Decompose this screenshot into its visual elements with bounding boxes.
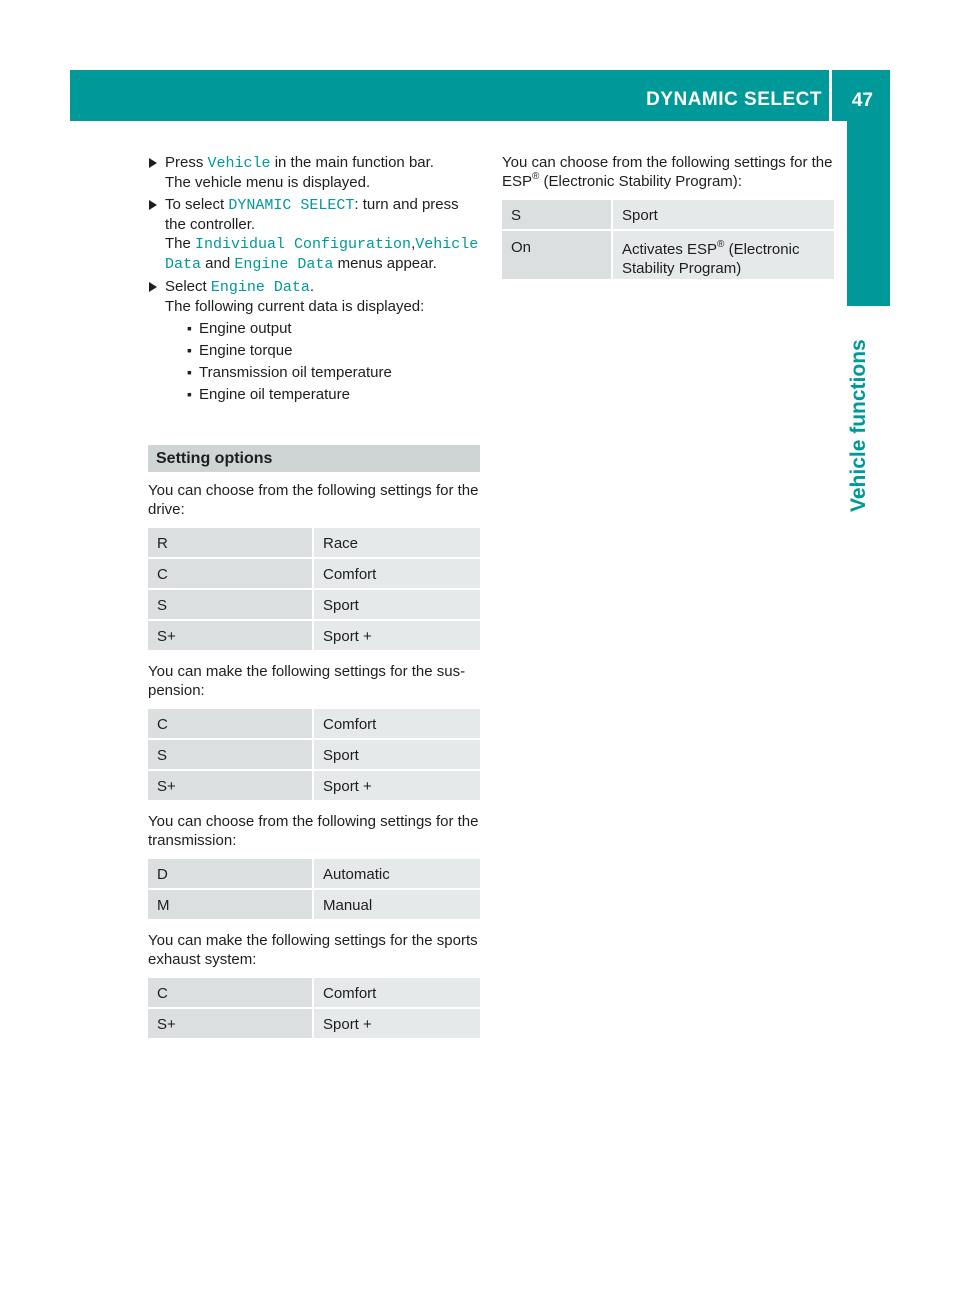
table-cell: Race: [314, 528, 480, 557]
list-item: ▪ Engine oil temperature: [187, 386, 350, 403]
table-row: [148, 621, 480, 650]
page-number: 47: [851, 90, 873, 111]
menu-item-vehicle: Vehicle: [207, 155, 271, 172]
table-cell: S+: [148, 1009, 312, 1038]
drive-intro: You can choose from the following settings for the drive:: [148, 482, 479, 518]
table-cell: Sport +: [314, 621, 480, 650]
table-row: [148, 1009, 480, 1038]
table-cell: On: [502, 231, 611, 279]
table-cell: Sport +: [314, 1009, 480, 1038]
step-arrow-icon: [149, 282, 157, 292]
esp-table: [502, 200, 834, 279]
exhaust-intro: You can make the following settings for the sports exhaust system:: [148, 932, 478, 968]
left-column: [148, 153, 480, 1040]
table-cell: C: [148, 709, 312, 738]
list-item: ▪ Engine torque: [187, 342, 293, 359]
table-row: [148, 771, 480, 800]
table-row: [148, 859, 480, 888]
suspension-intro: You can make the following settings for the sus-pension:: [148, 663, 466, 699]
table-row: [502, 231, 834, 279]
table-cell: Comfort: [314, 559, 480, 588]
table-row: [502, 200, 834, 229]
table-row: [148, 978, 480, 1007]
right-column: [502, 153, 834, 281]
table-cell: Sport: [314, 740, 480, 769]
table-cell: D: [148, 859, 312, 888]
list-item: ▪ Transmission oil temperature: [187, 364, 392, 381]
menu-item-vehicle-data: Vehicle Data: [165, 236, 479, 273]
table-cell: Manual: [314, 890, 480, 919]
menu-item-individual-configuration: Individual Configuration: [195, 236, 412, 253]
table-cell: Comfort: [314, 709, 480, 738]
step-result: The following current data is displayed:: [165, 298, 425, 315]
table-cell: C: [148, 978, 312, 1007]
instruction-step-3: Select Engine Data. The following current data is displayed: ▪ Engine output ▪ Engine torque ▪ Transmission oil temperature ▪ Engine oil temperature: [148, 277, 480, 404]
instruction-step-2: To select DYNAMIC SELECT: turn and press the controller. The Individual Configuration,Vehicle Data and Engine Data menus appear.: [148, 195, 480, 274]
table-row: [148, 890, 480, 919]
table-cell: S+: [148, 621, 312, 650]
esp-intro: You can choose from the following settings for the ESP® (Electronic Stability Program):: [502, 154, 833, 190]
menu-item-engine-data: Engine Data: [210, 279, 310, 296]
drive-table: [148, 528, 480, 650]
page-title: DYNAMIC SELECT: [646, 89, 822, 110]
transmission-intro: You can choose from the following settings for the transmission:: [148, 813, 479, 849]
table-cell: Comfort: [314, 978, 480, 1007]
table-row: [148, 740, 480, 769]
table-cell: S: [148, 590, 312, 619]
table-row: [148, 709, 480, 738]
step-result: The vehicle menu is displayed.: [165, 174, 371, 191]
table-cell: S: [502, 200, 611, 229]
table-row: [148, 528, 480, 557]
table-cell: Activates ESP® (Electronic Stability Program): [613, 231, 834, 279]
instruction-step-1: Press Vehicle in the main function bar. The vehicle menu is displayed.: [148, 153, 480, 192]
suspension-table: [148, 709, 480, 800]
section-heading: Setting options: [148, 445, 480, 472]
table-cell: Automatic: [314, 859, 480, 888]
menu-item-dynamic-select: DYNAMIC SELECT: [228, 197, 355, 214]
table-row: [148, 590, 480, 619]
table-cell: Sport +: [314, 771, 480, 800]
exhaust-table: [148, 978, 480, 1038]
table-cell: R: [148, 528, 312, 557]
table-cell: Sport: [613, 200, 834, 229]
table-cell: Sport: [314, 590, 480, 619]
page-header: [70, 70, 890, 121]
chapter-label: Vehicle functions: [847, 339, 870, 512]
step-arrow-icon: [149, 158, 157, 168]
menu-item-engine-data: Engine Data: [234, 256, 334, 273]
transmission-table: [148, 859, 480, 919]
data-list: [165, 319, 480, 404]
table-cell: S+: [148, 771, 312, 800]
table-row: [148, 559, 480, 588]
table-cell: S: [148, 740, 312, 769]
list-item: ▪ Engine output: [187, 320, 292, 337]
chapter-tab: [847, 121, 890, 306]
step-arrow-icon: [149, 200, 157, 210]
header-divider: [829, 70, 832, 121]
table-cell: M: [148, 890, 312, 919]
table-cell: C: [148, 559, 312, 588]
